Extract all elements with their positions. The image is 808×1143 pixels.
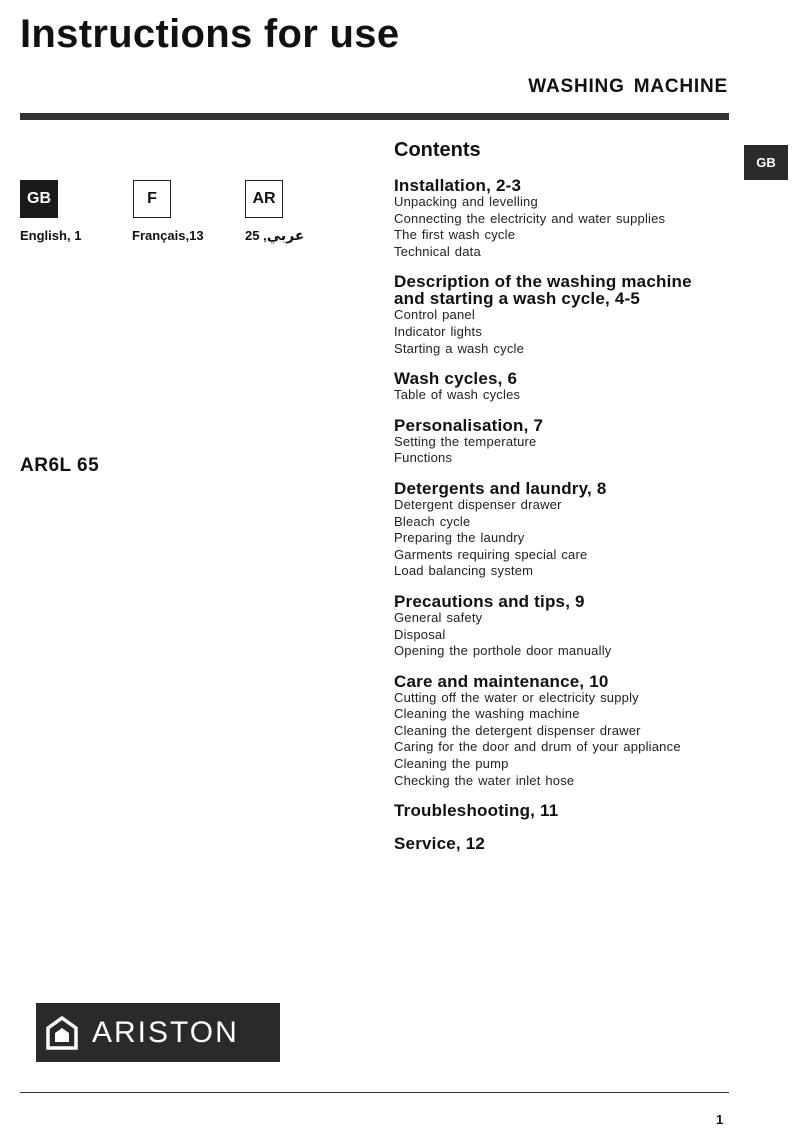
toc-item: Cleaning the detergent dispenser drawer bbox=[394, 722, 641, 738]
toc-section-title: Description of the washing machine bbox=[394, 272, 692, 292]
logo-wordmark: ARISTON bbox=[92, 1015, 239, 1049]
toc-section-title: Detergents and laundry, 8 bbox=[394, 478, 607, 498]
toc-section-installation bbox=[394, 177, 734, 260]
document-subtitle: WASHING MACHINE bbox=[528, 76, 728, 97]
house-icon bbox=[46, 1016, 78, 1050]
toc-section-troubleshooting bbox=[394, 802, 734, 819]
language-box-ar[interactable]: AR bbox=[245, 180, 283, 218]
toc-item: Detergent dispenser drawer bbox=[394, 496, 562, 512]
table-of-contents bbox=[394, 137, 734, 868]
toc-section-title: Installation, 2-3 bbox=[394, 176, 522, 195]
toc-section-precautions bbox=[394, 593, 734, 660]
toc-item: Load balancing system bbox=[394, 563, 534, 579]
toc-item: Caring for the door and drum of your appliance bbox=[394, 739, 681, 755]
toc-section-title: Personalisation, 7 bbox=[394, 415, 544, 435]
toc-section-detergents bbox=[394, 480, 734, 580]
top-divider bbox=[20, 113, 729, 120]
toc-item: Cutting off the water or electricity supply bbox=[394, 689, 639, 705]
toc-section-personalisation bbox=[394, 417, 734, 467]
model-number: AR6L 65 bbox=[20, 455, 100, 476]
toc-section-title: Care and maintenance, 10 bbox=[394, 671, 609, 691]
toc-section-title-line2: and starting a wash cycle, 4-5 bbox=[394, 289, 640, 309]
toc-item: Garments requiring special care bbox=[394, 546, 588, 562]
toc-item: Technical data bbox=[394, 243, 481, 259]
page-title: Instructions for use bbox=[20, 12, 400, 56]
language-page: 13 bbox=[189, 228, 204, 243]
toc-item: Control panel bbox=[394, 307, 475, 323]
language-box-f[interactable]: F bbox=[133, 180, 171, 218]
toc-item: Disposal bbox=[394, 626, 446, 642]
toc-section-service bbox=[394, 835, 734, 852]
language-side-tab: GB bbox=[744, 145, 788, 180]
toc-item: Cleaning the pump bbox=[394, 756, 509, 772]
toc-item: Setting the temperature bbox=[394, 433, 537, 449]
toc-item: The first wash cycle bbox=[394, 227, 516, 243]
language-name: Français, bbox=[132, 228, 190, 243]
toc-item: Opening the porthole door manually bbox=[394, 643, 612, 659]
contents-heading: Contents bbox=[394, 139, 481, 161]
page-number: 1 bbox=[716, 1112, 724, 1127]
toc-item: Preparing the laundry bbox=[394, 530, 525, 546]
toc-section-wash-cycles bbox=[394, 370, 734, 404]
bottom-divider bbox=[20, 1092, 729, 1093]
toc-item: Table of wash cycles bbox=[394, 387, 521, 403]
toc-item: Unpacking and levelling bbox=[394, 194, 538, 209]
toc-item: Functions bbox=[394, 450, 453, 466]
language-page: , 25 bbox=[245, 228, 267, 243]
language-label-french bbox=[132, 228, 204, 243]
toc-section-title: Troubleshooting, 11 bbox=[394, 801, 559, 821]
language-name: English, bbox=[20, 228, 71, 243]
toc-item: Checking the water inlet hose bbox=[394, 772, 575, 788]
toc-item: Bleach cycle bbox=[394, 513, 471, 529]
toc-item: General safety bbox=[394, 609, 483, 625]
toc-item: Cleaning the washing machine bbox=[394, 706, 580, 722]
toc-item: Starting a wash cycle bbox=[394, 340, 525, 356]
language-box-gb[interactable]: GB bbox=[20, 180, 58, 218]
toc-section-care bbox=[394, 673, 734, 790]
toc-section-title: Precautions and tips, 9 bbox=[394, 591, 585, 611]
language-page: 1 bbox=[74, 228, 82, 243]
toc-item: Connecting the electricity and water supplies bbox=[394, 210, 666, 226]
toc-item: Indicator lights bbox=[394, 323, 483, 339]
toc-section-description bbox=[394, 273, 734, 357]
language-label-arabic bbox=[245, 228, 304, 244]
language-name: عربي bbox=[266, 228, 305, 244]
ariston-logo bbox=[36, 1003, 280, 1062]
language-label-english bbox=[20, 228, 81, 243]
toc-section-title: Wash cycles, 6 bbox=[394, 369, 518, 389]
toc-section-title: Service, 12 bbox=[394, 834, 486, 854]
